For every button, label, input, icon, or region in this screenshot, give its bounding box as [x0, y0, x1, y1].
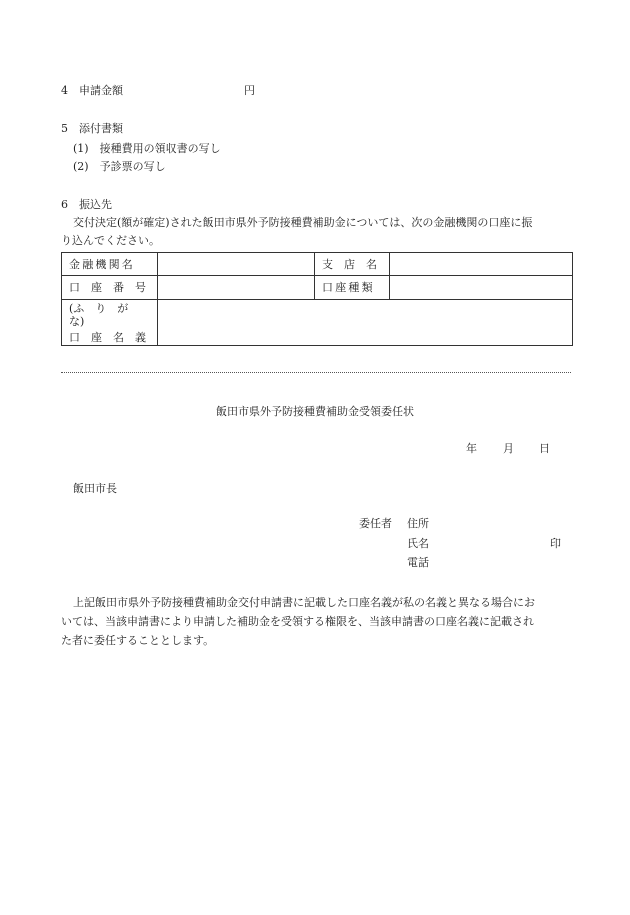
account-holder-label: [62, 300, 158, 346]
table-row: [62, 253, 573, 276]
name-label: 氏名: [407, 537, 429, 550]
section-5-heading: 5 添付書類: [61, 122, 123, 135]
account-holder-field[interactable]: [158, 300, 573, 346]
account-number-label: 口 座 番 号: [62, 276, 158, 300]
date-year: 年: [466, 442, 477, 455]
bank-name-field[interactable]: [158, 253, 315, 276]
cut-line-divider: [61, 372, 571, 373]
delegation-body-line-1: 上記飯田市県外予防接種費補助金交付申請書に記載した口座名義が私の名義と異なる場合にお: [73, 596, 535, 609]
section-4-heading: 4 申請金額: [61, 84, 123, 97]
bank-account-table: [61, 252, 573, 346]
yen-unit: 円: [244, 84, 255, 97]
delegation-body-line-2: いては、当該申請書により申請した補助金を受領する権限を、当該申請書の口座名義に記載され: [61, 615, 534, 628]
addressee: 飯田市長: [73, 482, 117, 495]
table-row: [62, 276, 573, 300]
attachment-item-2: (2) 予診票の写し: [73, 160, 166, 173]
branch-name-field[interactable]: [390, 253, 573, 276]
account-type-field[interactable]: [390, 276, 573, 300]
transfer-note-line-1: 交付決定(額が確定)された飯田市県外予防接種費補助金については、次の金融機関の口座に振: [73, 216, 533, 229]
account-type-label: 口座種類: [315, 276, 390, 300]
seal-mark: 印: [550, 537, 561, 550]
delegation-title: 飯田市県外予防接種費補助金受領委任状: [216, 405, 414, 418]
transfer-note-line-2: り込んでください。: [61, 234, 160, 247]
phone-label: 電話: [407, 556, 429, 569]
date-month: 月: [503, 442, 514, 455]
branch-name-label: 支 店 名: [315, 253, 390, 276]
section-6-heading: 6 振込先: [61, 198, 112, 211]
date-day: 日: [539, 442, 550, 455]
delegator-label: 委任者: [359, 517, 392, 530]
account-number-field[interactable]: [158, 276, 315, 300]
furigana-label: (ふ り が な): [69, 301, 140, 328]
delegation-body-line-3: た者に委任することとします。: [61, 634, 215, 647]
address-label: 住所: [407, 517, 429, 530]
attachment-item-1: (1) 接種費用の領収書の写し: [73, 142, 221, 155]
table-row: [62, 300, 573, 346]
account-name-label: 口 座 名 義: [69, 330, 146, 344]
bank-name-label: 金融機関名: [62, 253, 158, 276]
